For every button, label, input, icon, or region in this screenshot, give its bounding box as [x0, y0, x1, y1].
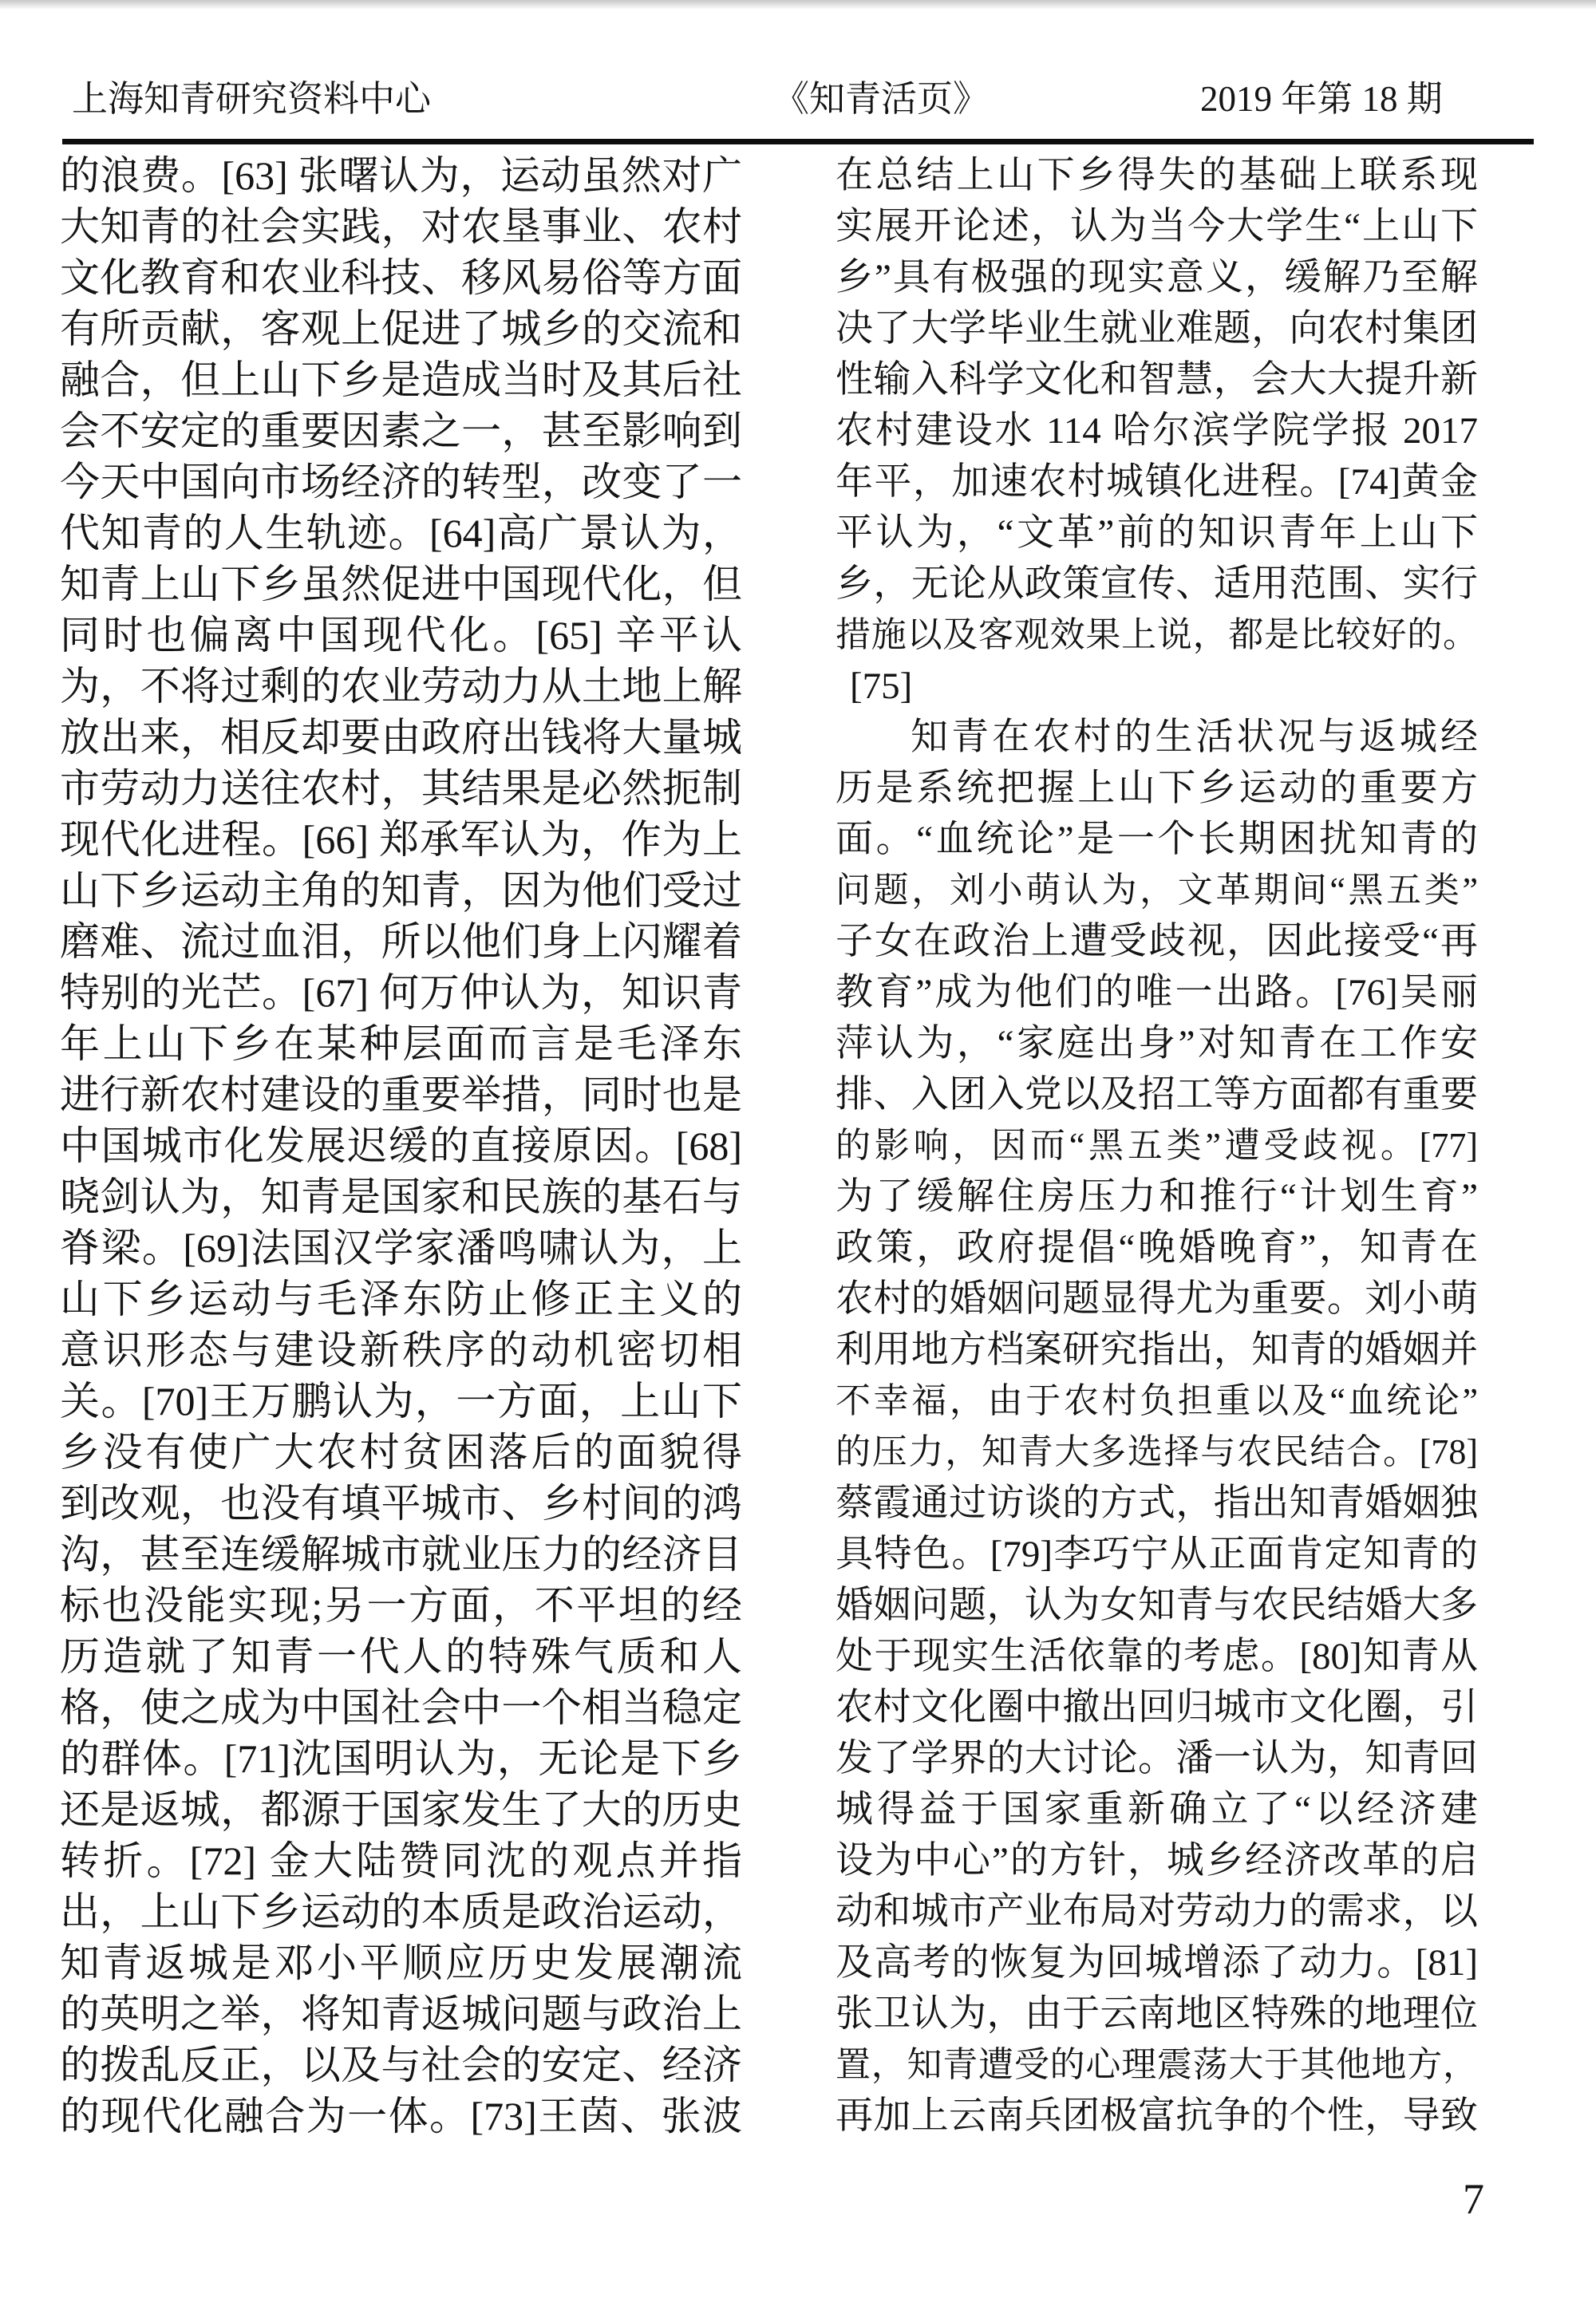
text-line: 张卫认为，由于云南地区特殊的地理位	[836, 1993, 1478, 2035]
text-line: 知青在农村的生活状况与返城经	[911, 717, 1478, 758]
text-line: 农村建设水 114 哈尔滨学院学报 2017	[836, 410, 1478, 452]
text-line: 蔡霞通过访谈的方式，指出知青婚姻独	[836, 1483, 1478, 1524]
text-line: 磨难、流过血泪，所以他们身上闪耀着	[60, 919, 742, 964]
scan-top-edge	[0, 0, 1596, 10]
text-line: 排、入团入党以及招工等方面都有重要	[836, 1074, 1478, 1115]
text-line: 实展开论述，认为当今大学生“上山下	[836, 206, 1478, 247]
text-line: 融合，但上山下乡是造成当时及其后社	[60, 357, 742, 402]
text-line: 性输入科学文化和智慧，会大大提升新	[836, 359, 1478, 401]
text-line: 政策，政府提倡“晚婚晚育”，知青在	[836, 1227, 1478, 1269]
text-line: 为了缓解住房压力和推行“计划生育”	[836, 1176, 1478, 1218]
text-line: 农村的婚姻问题显得尤为重要。刘小萌	[836, 1278, 1478, 1320]
text-line: 转折。[72] 金大陆赞同沈的观点并指	[60, 1838, 742, 1883]
text-line: 放出来，相反却要由政府出钱将大量城	[60, 715, 742, 760]
text-line: 发了学界的大讨论。潘一认为，知青回	[836, 1738, 1478, 1779]
header-publication-title: 《知青活页》	[773, 79, 990, 119]
text-line: 历是系统把握上山下乡运动的重要方	[836, 768, 1478, 809]
text-line: 山下乡运动主角的知青，因为他们受过	[60, 868, 742, 913]
text-line: 婚姻问题，认为女知青与农民结婚大多	[836, 1585, 1478, 1626]
header-source-title: 上海知青研究资料中心	[72, 79, 432, 119]
text-line: 大知青的社会实践，对农垦事业、农村	[60, 204, 742, 249]
text-line: [75]	[850, 665, 913, 707]
text-line: 知青上山下乡虽然促进中国现代化，但	[60, 562, 742, 606]
text-line: 平认为，“文革”前的知识青年上山下	[836, 512, 1478, 554]
text-line: 知青返城是邓小平顺应历史发展潮流	[60, 1941, 742, 1985]
text-line: 具特色。[79]李巧宁从正面肯定知青的	[836, 1534, 1478, 1575]
text-line: 的现代化融合为一体。[73]王茵、张波	[60, 2094, 742, 2138]
text-line: 中国城市化发展迟缓的直接原因。[68]	[60, 1123, 742, 1168]
text-line: 及高考的恢复为回城增添了动力。[81]	[836, 1942, 1478, 1984]
text-line: 萍认为，“家庭出身”对知青在工作安	[836, 1023, 1478, 1064]
text-line: 决了大学毕业生就业难题，向农村集团	[836, 308, 1478, 349]
text-line: 历造就了知青一代人的特殊气质和人	[60, 1634, 742, 1679]
text-line: 还是返城，都源于国家发生了大的历史	[60, 1787, 742, 1832]
text-line: 动和城市产业布局对劳动力的需求，以	[836, 1891, 1478, 1933]
text-line: 教育”成为他们的唯一出路。[76]吴丽	[836, 972, 1478, 1013]
header-issue-date: 2019 年第 18 期	[1200, 79, 1443, 119]
text-line: 的浪费。[63] 张曙认为，运动虽然对广	[60, 153, 742, 198]
text-line: 的群体。[71]沈国明认为，无论是下乡	[60, 1736, 742, 1781]
text-line: 乡没有使广大农村贫困落后的面貌得	[60, 1430, 742, 1475]
text-line: 乡，无论从政策宣传、适用范围、实行	[836, 563, 1478, 605]
text-line: 同时也偏离中国现代化。[65] 辛平认	[60, 613, 742, 657]
text-line: 到改观，也没有填平城市、乡村间的鸿	[60, 1481, 742, 1526]
text-line: 的压力，知青大多选择与农民结合。[78]	[836, 1432, 1478, 1471]
text-line: 措施以及客观效果上说，都是比较好的。	[836, 615, 1478, 654]
column-right	[836, 150, 1478, 2142]
column-left	[60, 150, 742, 2142]
text-line: 文化教育和农业科技、移风易俗等方面	[60, 255, 742, 300]
text-line: 沟，甚至连缓解城市就业压力的经济目	[60, 1532, 742, 1577]
text-line: 问题，刘小萌认为，文革期间“黑五类”	[836, 871, 1478, 910]
text-line: 有所贡献，客观上促进了城乡的交流和	[60, 306, 742, 351]
text-line: 农村文化圈中撤出回归城市文化圈，引	[836, 1687, 1478, 1728]
text-line: 面。“血统论”是一个长期困扰知青的	[836, 819, 1478, 860]
text-line: 出，上山下乡运动的本质是政治运动，	[60, 1889, 742, 1934]
text-line: 乡”具有极强的现实意义，缓解乃至解	[836, 257, 1478, 298]
text-line: 处于现实生活依靠的考虑。[80]知青从	[836, 1636, 1478, 1677]
text-line: 进行新农村建设的重要举措，同时也是	[60, 1072, 742, 1117]
text-line: 利用地方档案研究指出，知青的婚姻并	[836, 1329, 1478, 1371]
text-line: 子女在政治上遭受歧视，因此接受“再	[836, 921, 1478, 962]
text-line: 在总结上山下乡得失的基础上联系现	[836, 155, 1478, 196]
text-line: 年上山下乡在某种层面而言是毛泽东	[60, 1021, 742, 1066]
text-line: 城得益于国家重新确立了“以经济建	[836, 1789, 1478, 1830]
text-line: 年平，加速农村城镇化进程。[74]黄金	[836, 461, 1478, 503]
text-line: 晓剑认为，知青是国家和民族的基石与	[60, 1175, 742, 1219]
text-line: 代知青的人生轨迹。[64]高广景认为，	[60, 511, 742, 555]
text-line: 格，使之成为中国社会中一个相当稳定	[60, 1685, 742, 1730]
header-rule	[62, 139, 1534, 144]
text-line: 的英明之举，将知青返城问题与政治上	[60, 1992, 742, 2036]
text-line: 意识形态与建设新秩序的动机密切相	[60, 1328, 742, 1372]
text-line: 的影响，因而“黑五类”遭受歧视。[77]	[836, 1126, 1478, 1165]
text-line: 特别的光芒。[67] 何万仲认为，知识青	[60, 970, 742, 1015]
page-number: 7	[1463, 2175, 1484, 2223]
text-line: 设为中心”的方针，城乡经济改革的启	[836, 1840, 1478, 1881]
text-line: 标也没能实现;另一方面，不平坦的经	[60, 1583, 742, 1628]
text-line: 关。[70]王万鹏认为，一方面，上山下	[60, 1379, 742, 1423]
text-line: 不幸福，由于农村负担重以及“血统论”	[836, 1381, 1478, 1420]
text-line: 再加上云南兵团极富抗争的个性，导致	[836, 2095, 1478, 2137]
text-line: 市劳动力送往农村，其结果是必然扼制	[60, 766, 742, 811]
text-line: 脊梁。[69]法国汉学家潘鸣啸认为，上	[60, 1226, 742, 1270]
text-line: 山下乡运动与毛泽东防止修正主义的	[60, 1277, 742, 1321]
text-line: 现代化进程。[66] 郑承军认为，作为上	[60, 817, 742, 862]
text-line: 置，知青遭受的心理震荡大于其他地方，	[836, 2045, 1478, 2084]
text-line: 今天中国向市场经济的转型，改变了一	[60, 460, 742, 504]
text-line: 会不安定的重要因素之一，甚至影响到	[60, 409, 742, 453]
text-line: 为，不将过剩的农业劳动力从土地上解	[60, 664, 742, 709]
text-line: 的拨乱反正，以及与社会的安定、经济	[60, 2043, 742, 2087]
